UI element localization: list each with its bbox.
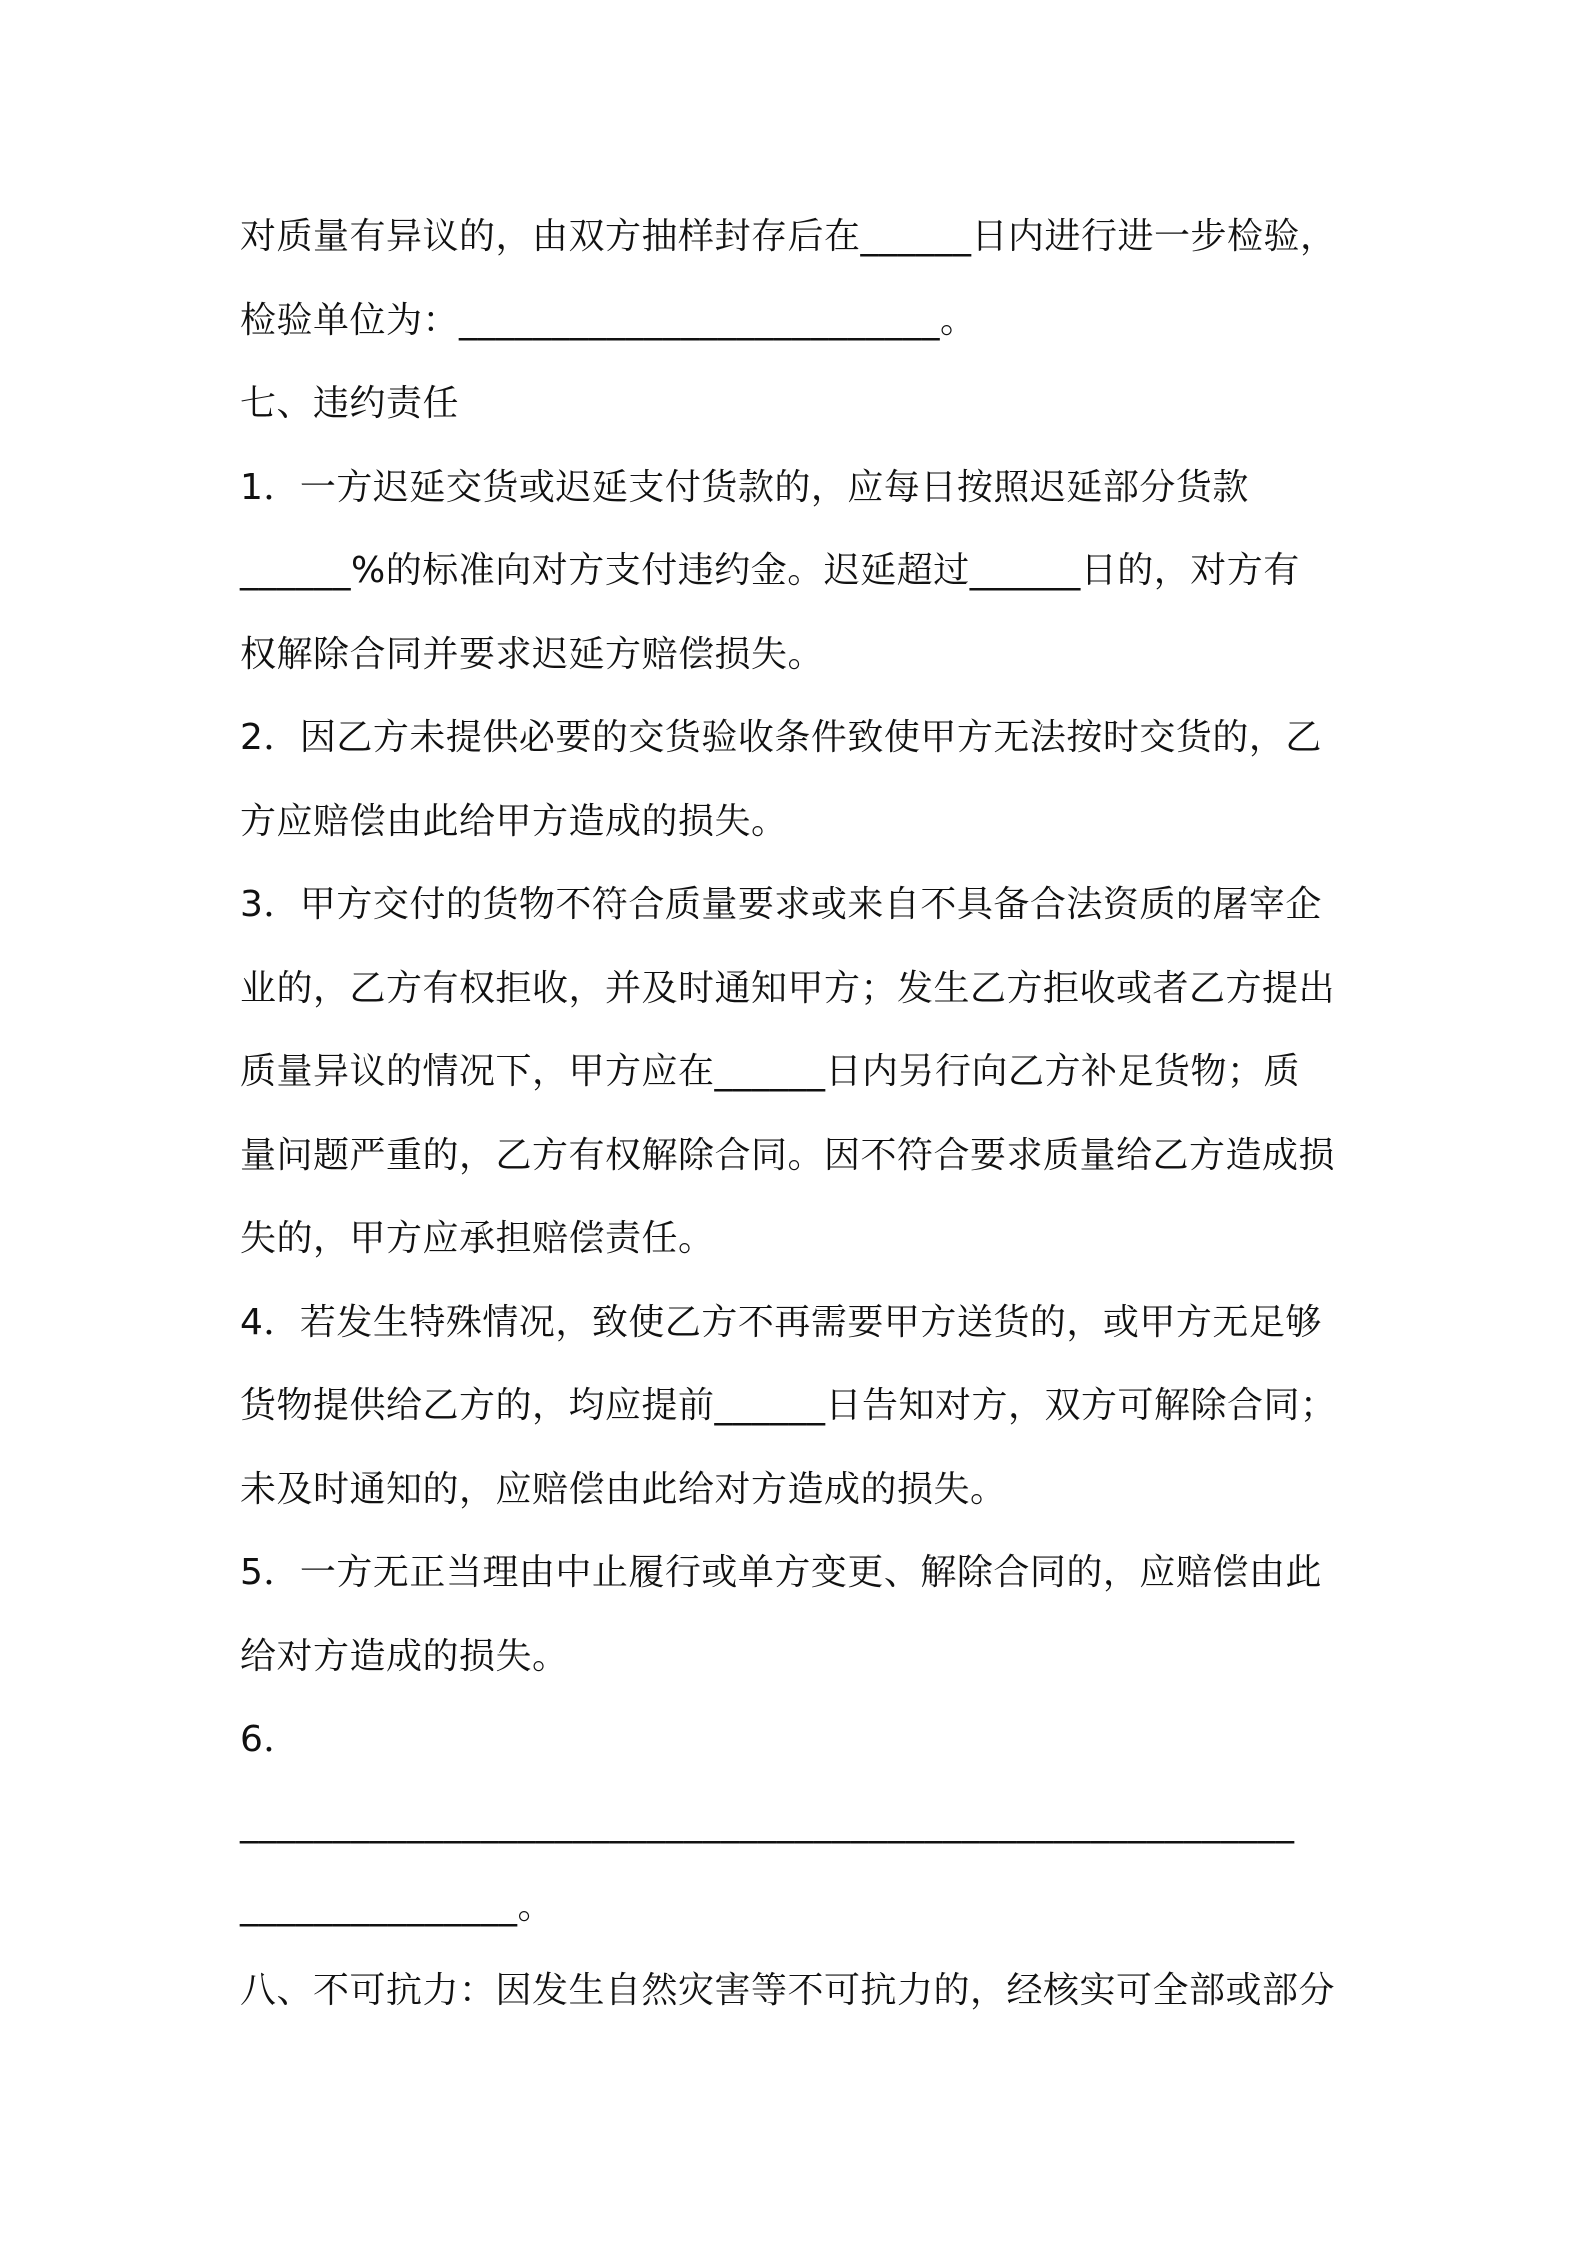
blank-fill-line: _________________________________________________________ (240, 1802, 1295, 1844)
text-line: ______%的标准向对方支付违约金。迟延超过______日的，对方有 (240, 550, 1300, 591)
text-line: 失的，甲方应承担赔偿责任。 (240, 1218, 715, 1259)
text-line: 未及时通知的，应赔偿由此给对方造成的损失。 (240, 1468, 1007, 1510)
text-line: 2．因乙方未提供必要的交货验收条件致使甲方无法按时交货的，乙 (240, 717, 1322, 758)
text-line: 业的，乙方有权拒收，并及时通知甲方；发生乙方拒收或者乙方提出 (240, 967, 1336, 1009)
text-line: 4．若发生特殊情况，致使乙方不再需要甲方送货的，或甲方无足够 (240, 1301, 1322, 1343)
text-line: 检验单位为：__________________________。 (240, 299, 977, 341)
text-line: 权解除合同并要求迟延方赔偿损失。 (240, 633, 825, 675)
document-body (240, 195, 1370, 2032)
text-line: 方应赔偿由此给甲方造成的损失。 (240, 800, 788, 842)
text-line: 质量异议的情况下，甲方应在______日内另行向乙方补足货物；质 (240, 1051, 1301, 1092)
text-line: 6． (240, 1719, 300, 1760)
text-line: 货物提供给乙方的，均应提前______日告知对方，双方可解除合同； (240, 1385, 1337, 1426)
text-line: 1．一方迟延交货或迟延支付货款的，应每日按照迟延部分货款 (240, 466, 1249, 508)
text-line: 给对方造成的损失。 (240, 1635, 569, 1677)
section-heading: 七、违约责任 (240, 383, 460, 424)
text-line: 对质量有异议的，由双方抽样封存后在______日内进行进一步检验， (240, 216, 1337, 257)
section-heading: 八、不可抗力：因发生自然灾害等不可抗力的，经核实可全部或部分 (240, 1969, 1336, 2011)
text-line: 5．一方无正当理由中止履行或单方变更、解除合同的，应赔偿由此 (240, 1552, 1322, 1593)
text-line: 量问题严重的，乙方有权解除合同。因不符合要求质量给乙方造成损 (240, 1134, 1336, 1176)
text-line: 3．甲方交付的货物不符合质量要求或来自不具备合法资质的屠宰企 (240, 884, 1322, 925)
blank-fill-line: _______________。 (240, 1886, 554, 1927)
